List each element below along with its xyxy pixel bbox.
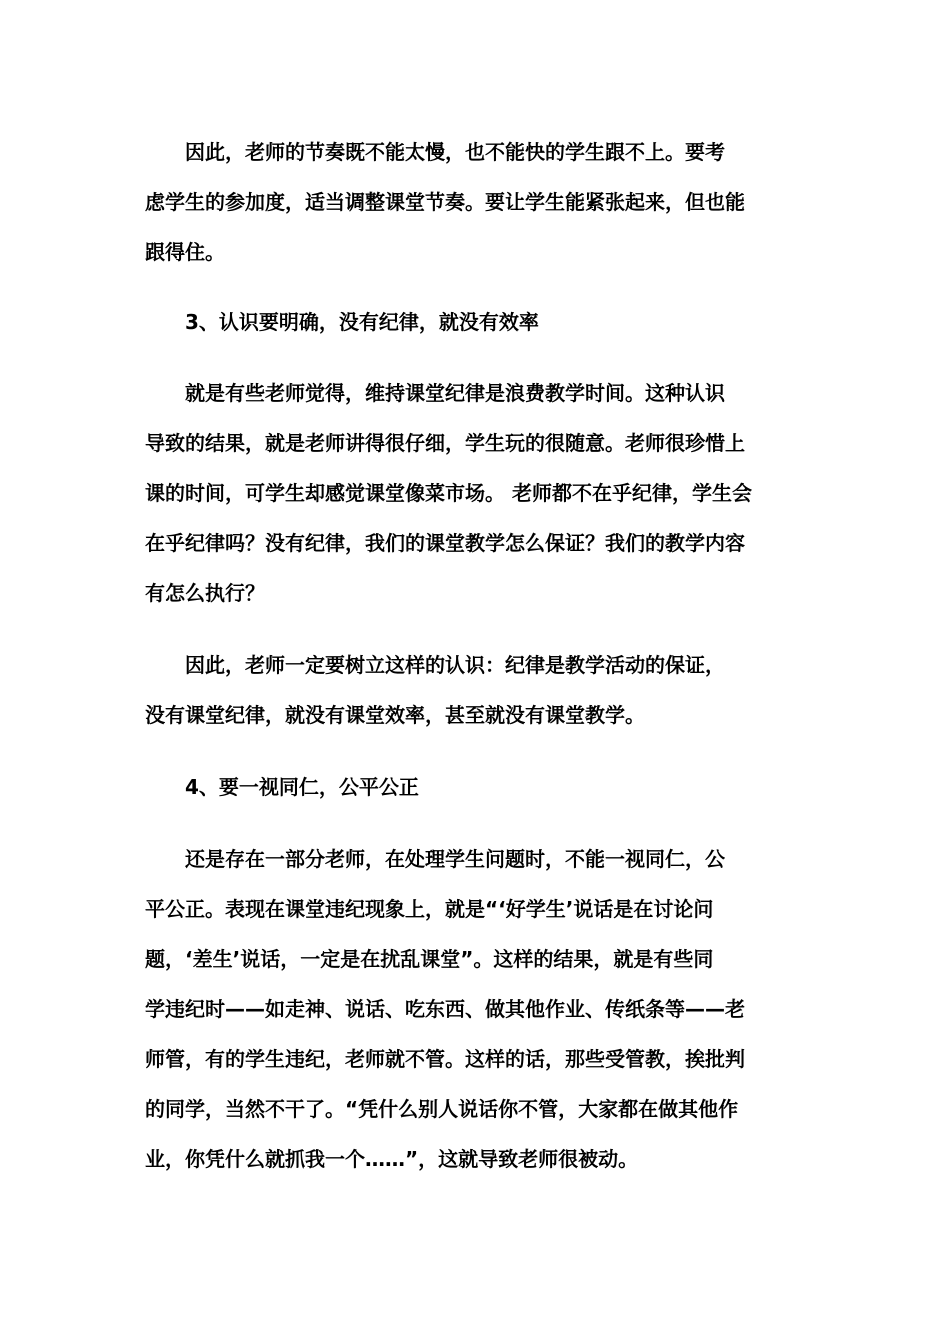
paragraph-line: 导致的结果，就是老师讲得很仔细，学生玩的很随意。老师很珍惜上 xyxy=(145,431,745,455)
paragraph-line: 的同学，当然不干了。“凭什么别人说话你不管，大家都在做其他作 xyxy=(145,1097,739,1121)
paragraph-line: 师管，有的学生违纪，老师就不管。这样的话，那些受管教，挨批判 xyxy=(145,1047,745,1071)
section-heading-3 xyxy=(145,297,805,347)
heading-line: 4、要一视同仁，公平公正 xyxy=(145,775,419,799)
paragraph-line: 跟得住。 xyxy=(145,240,225,264)
paragraph-line: 有怎么执行？ xyxy=(145,581,265,605)
paragraph-line: 因此，老师的节奏既不能太慢，也不能快的学生跟不上。要考 xyxy=(145,140,725,164)
paragraph-line: 就是有些老师觉得，维持课堂纪律是浪费教学时间。这种认识 xyxy=(145,381,725,405)
paragraph-line: 没有课堂纪律，就没有课堂效率，甚至就没有课堂教学。 xyxy=(145,703,645,727)
paragraph-line: 因此，老师一定要树立这样的认识：纪律是教学活动的保证， xyxy=(145,653,725,677)
paragraph-line: 在乎纪律吗？没有纪律，我们的课堂教学怎么保证？我们的教学内容 xyxy=(145,531,745,555)
paragraph-line: 学违纪时——如走神、说话、吃东西、做其他作业、传纸条等——老 xyxy=(145,997,745,1021)
paragraph-rhythm xyxy=(145,127,805,277)
paragraph-line: 平公正。表现在课堂违纪现象上，就是“‘好学生’说话是在讨论问 xyxy=(145,897,714,921)
paragraph-line: 题，‘差生’说话，一定是在扰乱课堂”。这样的结果，就是有些同 xyxy=(145,947,714,971)
paragraph-fairness xyxy=(145,834,805,1184)
paragraph-line: 还是存在一部分老师，在处理学生问题时，不能一视同仁，公 xyxy=(145,847,725,871)
section-heading-4 xyxy=(145,762,805,812)
paragraph-line: 课的时间，可学生却感觉课堂像菜市场。 老师都不在乎纪律，学生会 xyxy=(145,481,752,505)
paragraph-discipline xyxy=(145,368,805,618)
heading-line: 3、认识要明确，没有纪律，就没有效率 xyxy=(145,310,539,334)
paragraph-line: 虑学生的参加度，适当调整课堂节奏。要让学生能紧张起来，但也能 xyxy=(145,190,745,214)
paragraph-line: 业，你凭什么就抓我一个……”，这就导致老师很被动。 xyxy=(145,1147,639,1171)
paragraph-conclusion xyxy=(145,640,805,740)
